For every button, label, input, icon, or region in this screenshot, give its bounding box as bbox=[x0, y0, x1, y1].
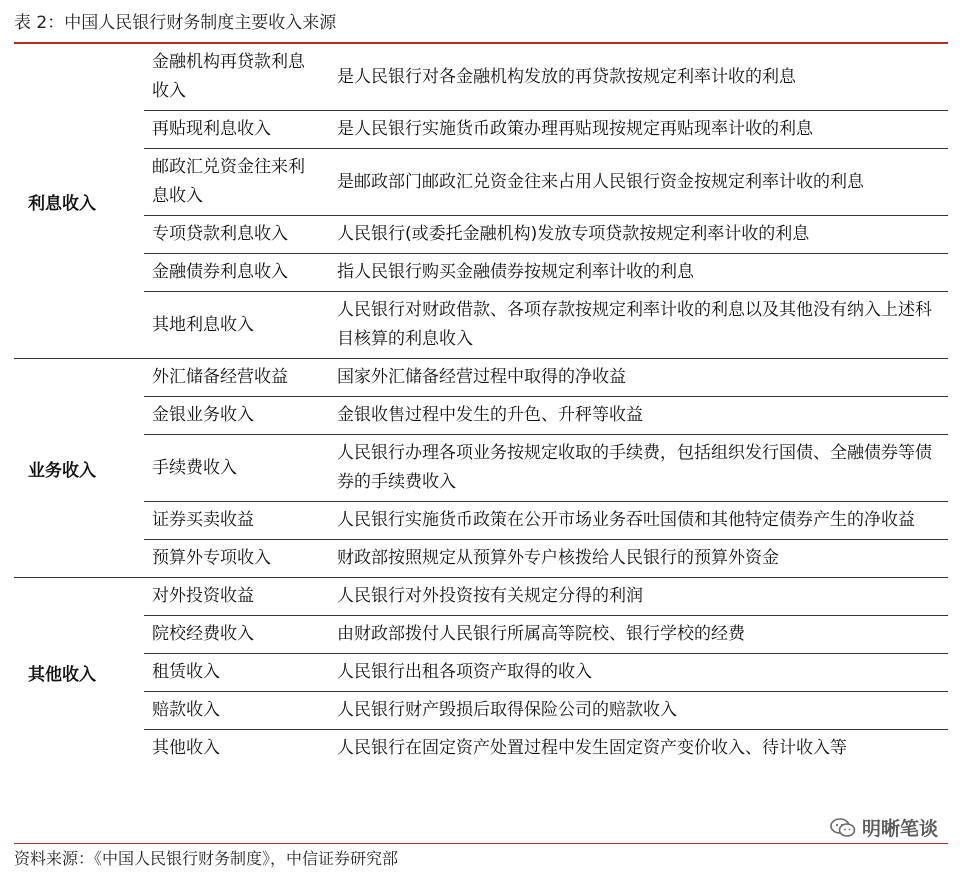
table-row bbox=[144, 149, 948, 216]
item-description: 人民银行(或委托金融机构)发放专项贷款按规定利率计收的利息 bbox=[337, 224, 810, 244]
item-description: 人民银行出租各项资产取得的收入 bbox=[337, 662, 592, 682]
item-name: 租赁收入 bbox=[152, 662, 220, 682]
item-description: 人民银行办理各项业务按规定收取的手续费，包括组织发行国债、全融债券等债券的手续费收入 bbox=[337, 443, 932, 492]
item-name: 金融债券利息收入 bbox=[152, 262, 288, 282]
watermark-text: 明晰笔谈 bbox=[861, 818, 938, 840]
group-label: 业务收入 bbox=[28, 460, 96, 481]
watermark bbox=[830, 814, 938, 841]
item-description: 是人民银行实施货币政策办理再贴现按规定再贴现率计收的利息 bbox=[337, 119, 813, 139]
table-row bbox=[144, 730, 948, 767]
group-rows bbox=[144, 359, 948, 577]
group-rows bbox=[144, 578, 948, 767]
item-name: 手续费收入 bbox=[152, 457, 237, 478]
item-description: 人民银行实施货币政策在公开市场业务吞吐国债和其他特定债券产生的净收益 bbox=[337, 510, 915, 530]
bottom-rule bbox=[14, 843, 948, 844]
item-description: 金银收售过程中发生的升色、升秤等收益 bbox=[337, 405, 643, 425]
item-description: 国家外汇储备经营过程中取得的净收益 bbox=[337, 367, 626, 387]
table-row bbox=[144, 616, 948, 654]
item-name: 再贴现利息收入 bbox=[152, 119, 271, 139]
item-name: 专项贷款利息收入 bbox=[152, 224, 288, 244]
item-description: 指人民银行购买金融债券按规定利率计收的利息 bbox=[337, 262, 694, 282]
item-description: 人民银行财产毁损后取得保险公司的赔款收入 bbox=[337, 700, 677, 720]
item-name: 预算外专项收入 bbox=[152, 548, 271, 568]
item-description: 人民银行对外投资按有关规定分得的利润 bbox=[337, 586, 643, 606]
item-description: 人民银行对财政借款、各项存款按规定利率计收的利息以及其他没有纳入上述科目核算的利息收入 bbox=[337, 300, 932, 349]
table-row bbox=[144, 654, 948, 692]
group-business bbox=[14, 359, 948, 578]
item-name: 证券买卖收益 bbox=[152, 510, 254, 530]
item-description: 人民银行在固定资产处置过程中发生固定资产变价收入、待计收入等 bbox=[337, 738, 847, 758]
table-row bbox=[144, 692, 948, 730]
group-interest bbox=[14, 44, 948, 359]
wechat-icon bbox=[830, 817, 856, 839]
item-name: 外汇储备经营收益 bbox=[152, 367, 288, 387]
item-name: 对外投资收益 bbox=[152, 586, 254, 606]
group-label: 利息收入 bbox=[28, 193, 96, 214]
item-name: 院校经费收入 bbox=[152, 624, 254, 644]
table-caption: 表 2：中国人民银行财务制度主要收入来源 bbox=[14, 13, 337, 33]
item-description: 财政部按照规定从预算外专户核拨给人民银行的预算外资金 bbox=[337, 548, 779, 568]
income-table bbox=[14, 44, 948, 767]
table-row bbox=[144, 502, 948, 540]
table-row bbox=[144, 254, 948, 292]
item-description: 是人民银行对各金融机构发放的再贷款按规定利率计收的利息 bbox=[337, 66, 796, 87]
table-row bbox=[144, 397, 948, 435]
table-row bbox=[144, 216, 948, 254]
table-row bbox=[144, 435, 948, 502]
item-description: 由财政部拨付人民银行所属高等院校、银行学校的经费 bbox=[337, 624, 745, 644]
table-row bbox=[144, 111, 948, 149]
item-description: 是邮政部门邮政汇兑资金往来占用人民银行资金按规定利率计收的利息 bbox=[337, 171, 864, 192]
table-row bbox=[144, 578, 948, 616]
item-name: 其地利息收入 bbox=[152, 314, 254, 335]
table-row bbox=[144, 359, 948, 397]
source-note: 资料来源：《中国人民银行财务制度》，中信证券研究部 bbox=[14, 849, 399, 868]
group-label: 其他收入 bbox=[28, 665, 96, 685]
item-name: 其他收入 bbox=[152, 738, 220, 758]
group-rows bbox=[144, 44, 948, 358]
table-row bbox=[144, 292, 948, 358]
item-name: 邮政汇兑资金往来利息收入 bbox=[152, 157, 305, 206]
table-row bbox=[144, 540, 948, 577]
item-name: 金融机构再贷款利息收入 bbox=[152, 52, 305, 101]
item-name: 金银业务收入 bbox=[152, 405, 254, 425]
table-row bbox=[144, 44, 948, 111]
item-name: 赔款收入 bbox=[152, 700, 220, 720]
group-other bbox=[14, 578, 948, 767]
